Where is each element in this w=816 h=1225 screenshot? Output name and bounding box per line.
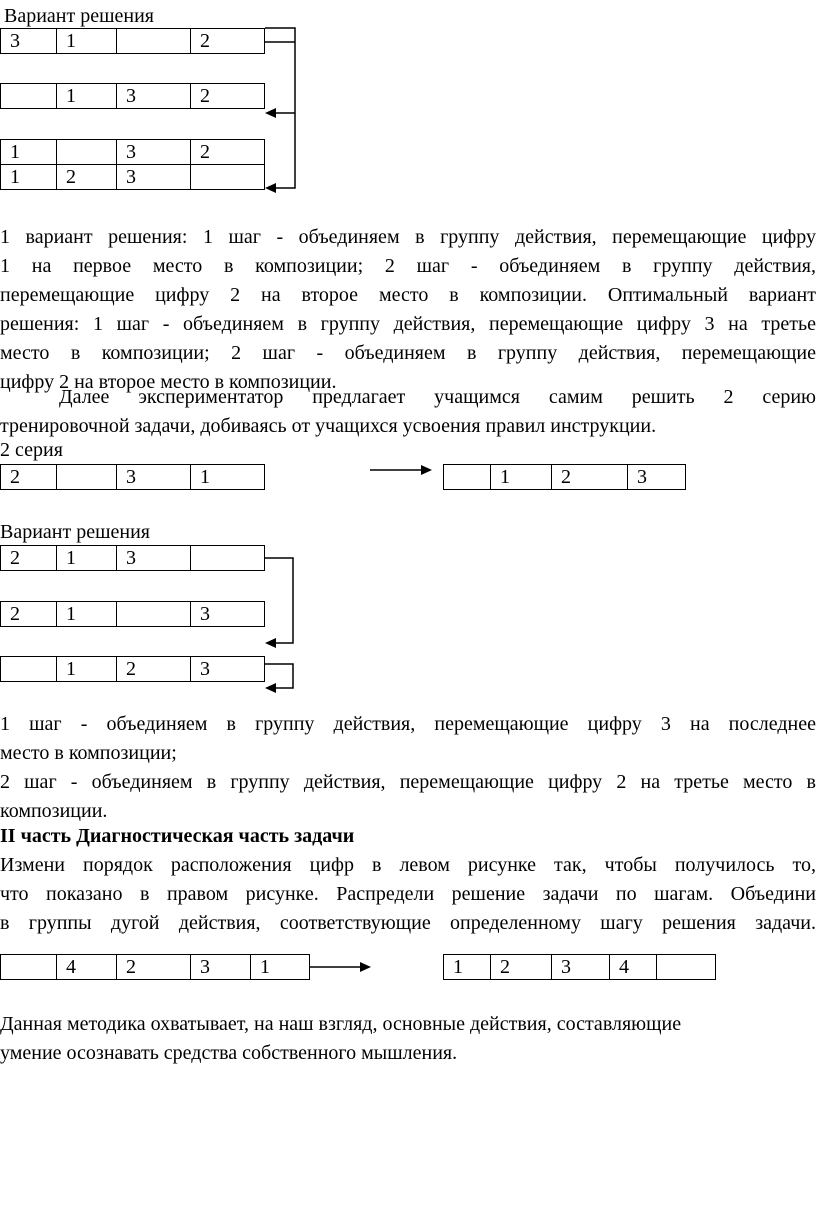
cell: 1	[56, 602, 116, 626]
cell: 2	[190, 84, 264, 108]
conclusion	[0, 1010, 816, 1068]
part2-left-row	[0, 954, 310, 980]
cell: 2	[490, 955, 551, 979]
cell: 3	[190, 602, 264, 626]
cell: 2	[10, 547, 20, 569]
cell: 3	[116, 140, 190, 164]
cell: 1	[490, 465, 551, 489]
paragraph-2	[0, 383, 816, 441]
cell	[1, 955, 56, 979]
cell: 1	[56, 657, 116, 681]
cell: 2	[116, 955, 190, 979]
cell	[1, 657, 56, 681]
cell: 3	[116, 546, 190, 570]
text-line: решения: 1 шаг - объединяем в группу действия, перемещающие цифру 3 на третье	[0, 313, 816, 335]
cell: 4	[609, 955, 656, 979]
text-line: тренировочной задачи, добиваясь от учащихся усвоения правил инструкции.	[0, 415, 657, 437]
cell: 2	[10, 603, 20, 625]
cell: 3	[190, 657, 264, 681]
text-line: 1 на первое место в композиции; 2 шаг - объединяем в группу действия,	[0, 255, 816, 277]
cell: 1	[10, 141, 20, 163]
cell: 3	[551, 955, 609, 979]
cell	[656, 955, 715, 979]
cell: 2	[10, 466, 20, 488]
text-line: Далее экспериментатор предлагает учащимся самим решить 2 серию	[59, 386, 816, 408]
cell: 1	[190, 465, 264, 489]
text-line: цифру 2 на второе место в композиции.	[0, 371, 337, 393]
cell: 2	[551, 465, 627, 489]
cell: 3	[116, 84, 190, 108]
part2-heading: II часть Диагностическая часть задачи	[0, 825, 355, 847]
text-line: 2 шаг - объединяем в группу действия, перемещающие цифру 2 на третье место в	[0, 771, 816, 793]
series2-left-row	[0, 464, 265, 490]
series2-right-row	[443, 464, 686, 490]
block2-row-2	[0, 601, 265, 627]
cell: 1	[56, 546, 116, 570]
cell: 1	[56, 84, 116, 108]
series2-title: 2 серия	[0, 439, 63, 461]
cell	[56, 465, 116, 489]
cell: 1	[56, 29, 116, 53]
steps-text	[0, 710, 816, 826]
cell: 3	[116, 465, 190, 489]
text-line: место в композиции; 2 шаг - объединяем в группу действия, перемещающие	[0, 342, 816, 364]
part2-right-row	[443, 954, 716, 980]
cell: 2	[116, 657, 190, 681]
cell	[190, 546, 264, 570]
text-line: что показано в правом рисунке. Распредели решение задачи по шагам. Объедини	[0, 883, 816, 905]
cell: 2	[56, 165, 116, 189]
cell: 1	[250, 955, 309, 979]
cell: 3	[190, 955, 250, 979]
text-line: перемещающие цифру 2 на второе место в композиции. Оптимальный вариант	[0, 284, 816, 306]
text-line: 1 вариант решения: 1 шаг - объединяем в группу действия, перемещающие цифру	[0, 226, 816, 248]
text-line: Измени порядок расположения цифр в левом рисунке так, чтобы получилось то,	[0, 854, 816, 876]
block2-row-1	[0, 545, 265, 571]
text-line: композиции.	[0, 800, 108, 822]
block2-row-3	[0, 656, 265, 682]
cell: 2	[190, 29, 264, 53]
cell	[444, 465, 490, 489]
text-line: умение осознавать средства собственного мышления.	[0, 1042, 458, 1064]
cell: 1	[453, 956, 463, 978]
cell: 1	[10, 166, 20, 188]
cell: 3	[116, 165, 190, 189]
cell: 3	[627, 465, 685, 489]
block2-title: Вариант решения	[0, 521, 150, 543]
cell: 4	[56, 955, 116, 979]
text-line: 1 шаг - объединяем в группу действия, перемещающие цифру 3 на последнее	[0, 713, 816, 735]
block1-title: Вариант решения	[4, 5, 154, 27]
part2-section	[0, 822, 816, 938]
cell: 3	[10, 30, 20, 52]
cell	[116, 602, 190, 626]
text-line: в группы дугой действия, соответствующие определенному шагу решения задачи.	[0, 912, 816, 934]
text-line: Данная методика охватывает, на наш взгляд, основные действия, составляющие	[0, 1013, 682, 1035]
text-line: место в композиции;	[0, 742, 177, 764]
paragraph-1	[0, 223, 816, 397]
cell: 2	[190, 140, 264, 164]
